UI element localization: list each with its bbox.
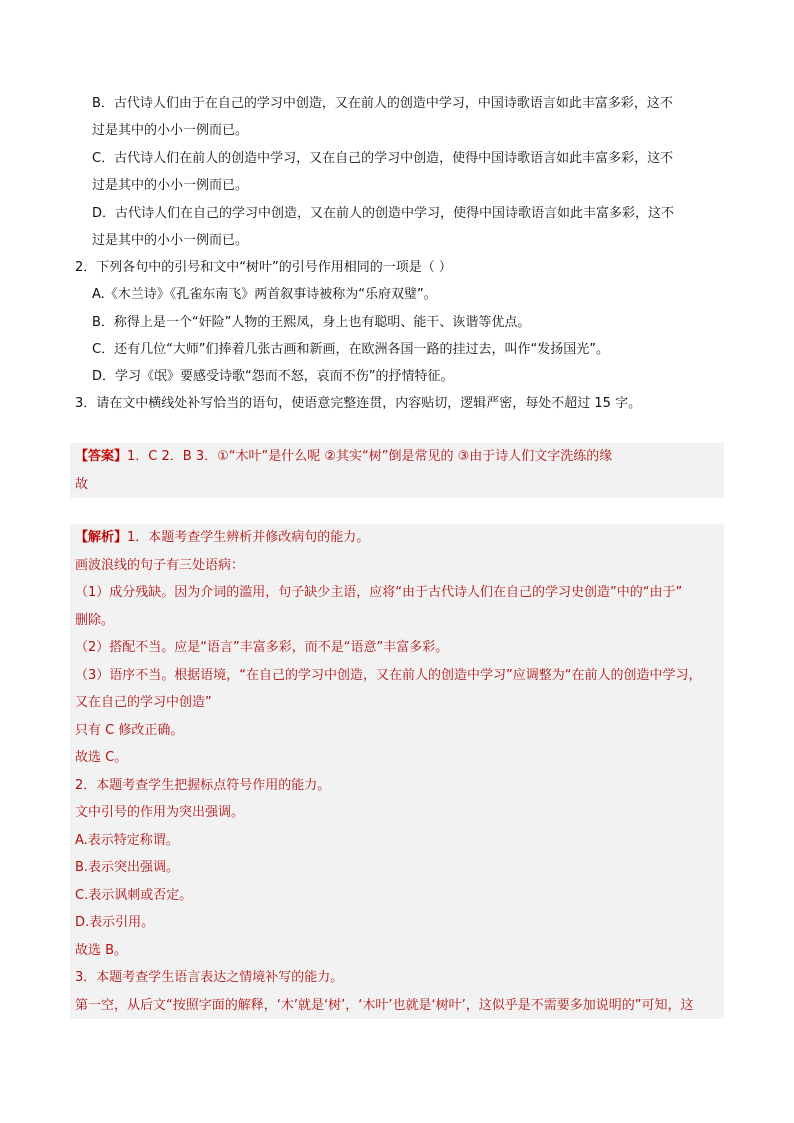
analysis-line-7: 又在自己的学习中创造” [75, 695, 212, 710]
q1-option-b-line2: 过是其中的小小一例而已。 [92, 123, 249, 138]
analysis-line-17: 3．本题考查学生语言表达之情境补写的能力。 [75, 970, 344, 985]
analysis-line-4: 删除。 [75, 612, 115, 628]
q1-option-b-line1: B．古代诗人们由于在自己的学习中创造，又在前人的创造中学习，中国诗歌语言如此丰富多彩，这不 [92, 96, 673, 111]
q2-option-b: B．称得上是一个“奸险”人物的王熙凤，身上也有聪明、能干、诙谐等优点。 [92, 315, 531, 330]
analysis-block [70, 524, 724, 1019]
analysis-line-13: B.表示突出强调。 [75, 860, 180, 875]
answer-content: 1．C 2．B 3．①“木叶”是什么呢 ②其实“树”倒是常见的 ③由于诗人们文字洗练的缘 [127, 449, 613, 464]
q2-stem: 2．下列各句中的引号和文中“树叶”的引号作用相同的一项是（ ） [75, 260, 452, 275]
q1-option-d-line1: D．古代诗人们在自己的学习中创造，又在前人的创造中学习，使得中国诗歌语言如此丰富多彩，这不 [92, 206, 675, 221]
analysis-content-1: 1．本题考查学生辨析并修改病句的能力。 [127, 530, 370, 545]
analysis-line-8: 只有 C 修改正确。 [75, 722, 184, 738]
analysis-line-11: 文中引号的作用为突出强调。 [75, 805, 245, 820]
analysis-line-15: D.表示引用。 [75, 915, 155, 930]
q1-option-c-line1: C．古代诗人们在前人的创造中学习，又在自己的学习中创造，使得中国诗歌语言如此丰富多彩，这不 [92, 151, 674, 166]
analysis-line-2: 画波浪线的句子有三处语病： [75, 557, 245, 573]
answer-line-1 [70, 443, 724, 471]
q2-option-c: C．还有几位“大师”们捧着几张古画和新画，在欧洲各国一路的挂过去，叫作“发扬国光”。 [92, 342, 610, 357]
analysis-line-12: A.表示特定称谓。 [75, 832, 179, 848]
analysis-line-16: 故选 B。 [75, 942, 128, 958]
analysis-line-18: 第一空，从后文“按照字面的解释，‘木’就是‘树’，‘木叶’也就是‘树叶’，这似乎是不需要多加说明的”可知，这 [75, 997, 694, 1013]
q1-option-d-line2: 过是其中的小小一例而已。 [92, 233, 249, 248]
answer-tag: 【答案】 [75, 449, 128, 464]
analysis-line-3: （1）成分残缺。因为介词的滥用，句子缺少主语，应将“由于古代诗人们在自己的学习史创造”中的“由于” [75, 585, 683, 600]
answer-line-2: 故 [75, 476, 89, 492]
analysis-line-6: （3）语序不当。根据语境，“在自己的学习中创造，又在前人的创造中学习”应调整为“在前人的创造中学习， [75, 667, 702, 683]
q3-stem: 3．请在文中横线处补写恰当的语句，使语意完整连贯，内容贴切，逻辑严密，每处不超过 15 字。 [75, 396, 642, 411]
analysis-line-5: （2）搭配不当。应是“语言”丰富多彩，而不是“语意”丰富多彩。 [75, 640, 449, 655]
answer-block [70, 443, 724, 498]
analysis-line-10: 2．本题考查学生把握标点符号作用的能力。 [75, 777, 331, 793]
analysis-line-9: 故选 C。 [75, 750, 128, 765]
q2-option-a: A.《木兰诗》《孔雀东南飞》两首叙事诗被称为“乐府双璧”。 [92, 287, 437, 302]
analysis-tag: 【解析】 [75, 530, 128, 545]
analysis-line-1 [70, 524, 724, 552]
q2-option-d: D．学习《氓》要感受诗歌“怨而不怒，哀而不伤”的抒情特征。 [92, 369, 454, 384]
q1-option-c-line2: 过是其中的小小一例而已。 [92, 178, 249, 193]
analysis-line-14: C.表示讽刺或否定。 [75, 887, 193, 903]
